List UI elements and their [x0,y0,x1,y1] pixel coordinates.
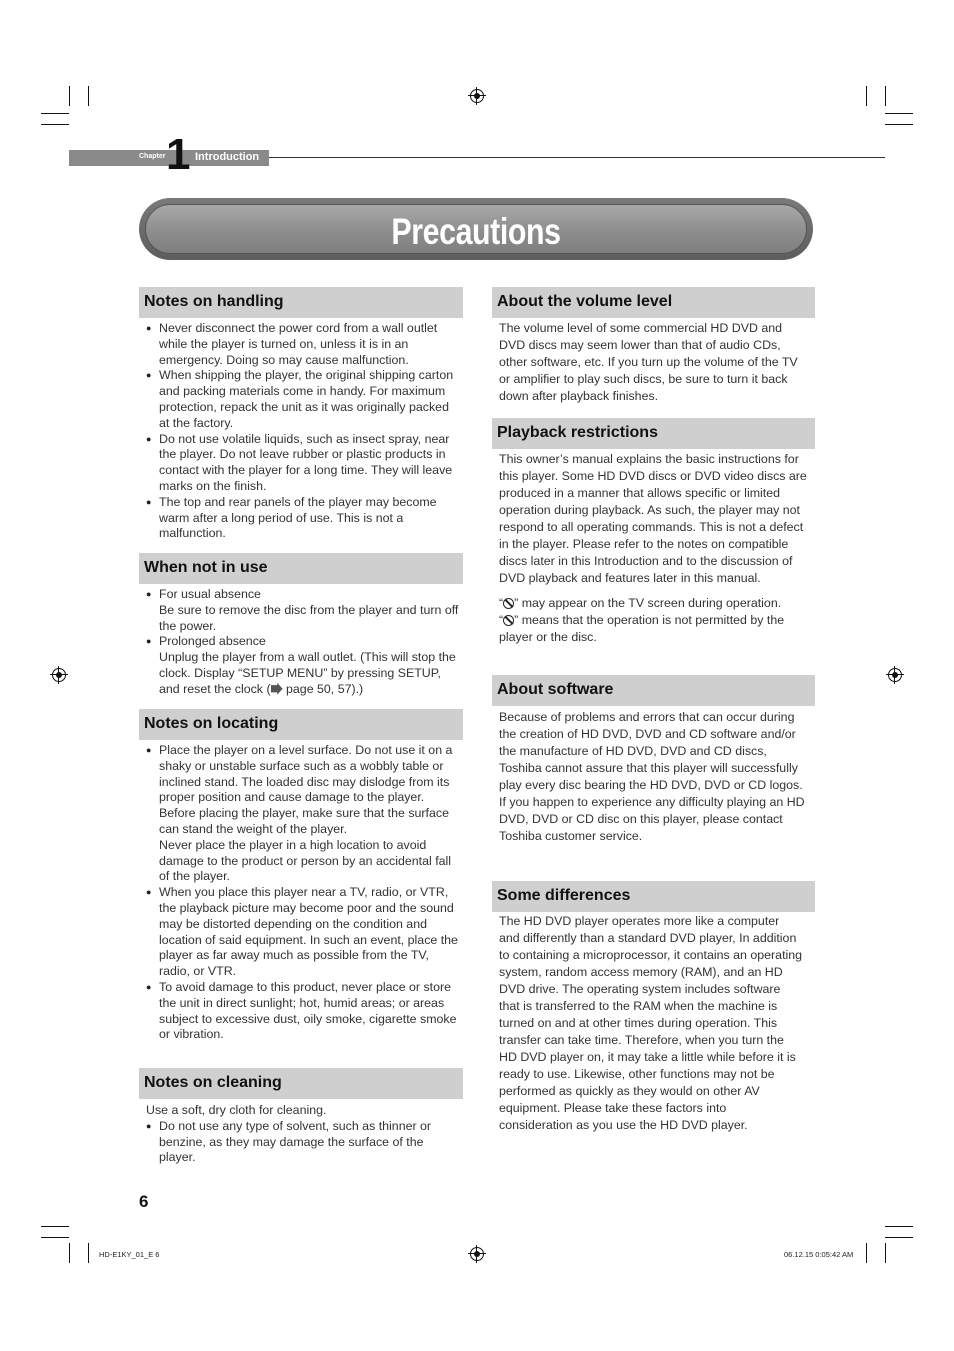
section-heading-text: About the volume level [497,293,673,310]
list-item-text: Unplug the player from a wall outlet. (This will stop the clock. Display “SETUP MENU” by pressing SETUP, and reset the clock ( [159,650,456,696]
prohibited-icon [503,598,514,609]
not-in-use-text [146,587,460,698]
cleaning-list [146,1119,460,1166]
registration-mark-icon [470,1247,484,1261]
section-heading-cleaning [139,1068,463,1099]
crop-mark [885,86,886,106]
crop-mark [866,1243,867,1263]
list-item: ● Never disconnect the power cord from a wall outlet while the player is turned on, unless it is in an emergency. Doing so may cause malfunction. [146,321,460,368]
list-item [146,634,460,697]
page-title: Precautions [391,211,561,252]
paragraph: This owner’s manual explains the basic instructions for this player. Some HD DVD discs or DVD video discs are produced in a manner that allows specific or limited operation during playback. As such, the player may not respond to all operating commands. This is not a defect in the player. Please refer to the notes on compatible discs later in this Introduction and to the discussion of DVD playback and features later in this manual. [499,452,807,585]
list-item-text: page 50, 57).) [282,681,364,696]
note-text: ” means that the operation is not permitted by the player or the disc. [499,613,785,644]
paragraph: The volume level of some commercial HD DVD and DVD discs may seem lower than that of audio CDs, other software, etc. If you turn up the volume of the TV or amplifier to play such discs, be sure to turn it back down after playback finishes. [499,321,798,403]
crop-mark [866,86,867,106]
crop-mark [885,124,913,125]
locating-list [146,743,460,1043]
header-rule [269,157,885,158]
cleaning-intro: Use a soft, dry cloth for cleaning. [146,1103,327,1117]
section-heading-differences [492,881,815,912]
crop-mark [885,1237,913,1238]
title-banner-inner [145,204,807,254]
list-item [146,587,460,634]
note-text: ” may appear on the TV screen during operation. [514,596,782,610]
crop-mark [41,1226,69,1227]
software-text [499,709,811,845]
registration-mark-icon [52,668,66,682]
crop-mark [41,1237,69,1238]
file-id: HD-E1KY_01_E 6 [99,1250,160,1259]
section-heading-not-in-use [139,553,463,584]
handling-list [146,321,460,542]
page-reference-arrow-icon [271,683,283,695]
list-item: ● When shipping the player, the original shipping carton and packing materials come in handy. For maximum protection, repack the unit as it was originally packed at the factory. [146,368,460,431]
section-heading-text: About software [497,681,614,698]
section-heading-volume [492,287,815,318]
crop-mark [88,1243,89,1263]
section-heading-software [492,675,815,706]
crop-mark [41,113,69,114]
section-heading-text: Playback restrictions [497,424,658,441]
section-heading-playback [492,418,815,449]
crop-mark [69,1243,70,1263]
locating-text [146,743,460,1043]
chapter-label: Chapter [139,153,166,160]
section-heading-handling [139,287,463,318]
list-item: ● Do not use volatile liquids, such as insect spray, near the player. Do not leave rubber or plastic products in contact with the player for a long time. They will leave marks on the finish. [146,432,460,495]
crop-mark [885,1243,886,1263]
chapter-number: 1 [166,130,191,179]
list-item: ● The top and rear panels of the player may become warm after a long period of use. This is not a malfunction. [146,495,460,542]
section-heading-text: Notes on cleaning [144,1074,282,1091]
crop-mark [885,113,913,114]
playback-text [499,451,811,646]
cleaning-text [146,1103,460,1166]
list-item-text: Be sure to remove the disc from the player and turn off the power. [159,602,459,633]
title-banner [139,198,813,260]
page-number: 6 [139,1192,149,1211]
crop-mark [88,86,89,106]
differences-text [499,913,803,1134]
list-item-text: Never place the player in a high location to avoid damage to the product or person by an accidental fall of the player. [159,837,452,884]
prohibited-icon [503,615,514,626]
crop-mark [69,86,70,106]
volume-text [499,320,809,405]
list-item-text: Before placing the player, make sure that the surface can stand the weight of the player. [159,806,449,836]
section-heading-text: When not in use [144,559,268,576]
chapter-title: Introduction [195,151,260,163]
list-item: ● When you place this player near a TV, radio, or VTR, the playback picture may become poor and the sound may be distorted depending on the condition and location of said equipment. In such an event, place the player as far away much as possible from the TV, radio, or VTR. [146,885,460,980]
list-item: ● Do not use any type of solvent, such as thinner or benzine, as they may damage the surface of the player. [146,1119,460,1166]
list-item-text: ● Place the player on a level surface. Do not use it on a shaky or unstable surface such as a wobbly table or inclined stand. The loaded disc may dislodge from its proper position and cause damage to the player. [159,743,453,805]
list-item-title: ● Prolonged absence [159,634,266,649]
prohibited-note: “ ” means that the operation is not permitted by the player or the disc. [499,613,785,644]
list-item-title: ● For usual absence [159,587,261,601]
section-heading-text: Notes on handling [144,293,284,310]
paragraph: Because of problems and errors that can occur during the creation of HD DVD, DVD and CD software and/or the manufacture of HD DVD, DVD and CD discs, Toshiba cannot assure that this player will successfully play every disc bearing the HD DVD, DVD or CD logos. If you happen to experience any difficulty playing an HD DVD, DVD or CD disc on this player, please contact Toshiba customer service. [499,710,805,843]
crop-mark [885,1226,913,1227]
section-heading-locating [139,709,463,740]
handling-text [146,321,460,542]
section-heading-text: Notes on locating [144,715,279,732]
registration-mark-icon [470,89,484,103]
print-timestamp: 06.12.15 0:05:42 AM [784,1250,854,1259]
registration-mark-icon [888,668,902,682]
crop-mark [41,124,69,125]
list-item [146,743,460,885]
paragraph: The HD DVD player operates more like a computer and differently than a standard DVD player, In addition to containing a microprocessor, it contains an operating system, random access memory (RAM), and an HD DVD drive. The operating system includes software that is transferred to the RAM when the machine is turned on and at other times during operation. This transfer can take time. Therefore, when you turn the HD DVD player on, it may take a little while before it is ready to use. Likewise, other functions may not be performed as quickly as they would on other AV equipment. Please take these factors into consideration as you use the HD DVD player. [499,914,803,1132]
not-in-use-list [146,587,460,698]
section-heading-text: Some differences [497,887,631,904]
list-item: ● To avoid damage to this product, never place or store the unit in direct sunlight; hot, humid areas; or areas subject to excessive dust, oily smoke, cigarette smoke or vibration. [146,980,460,1043]
prohibited-note: “ ” may appear on the TV screen during operation. [499,596,782,610]
